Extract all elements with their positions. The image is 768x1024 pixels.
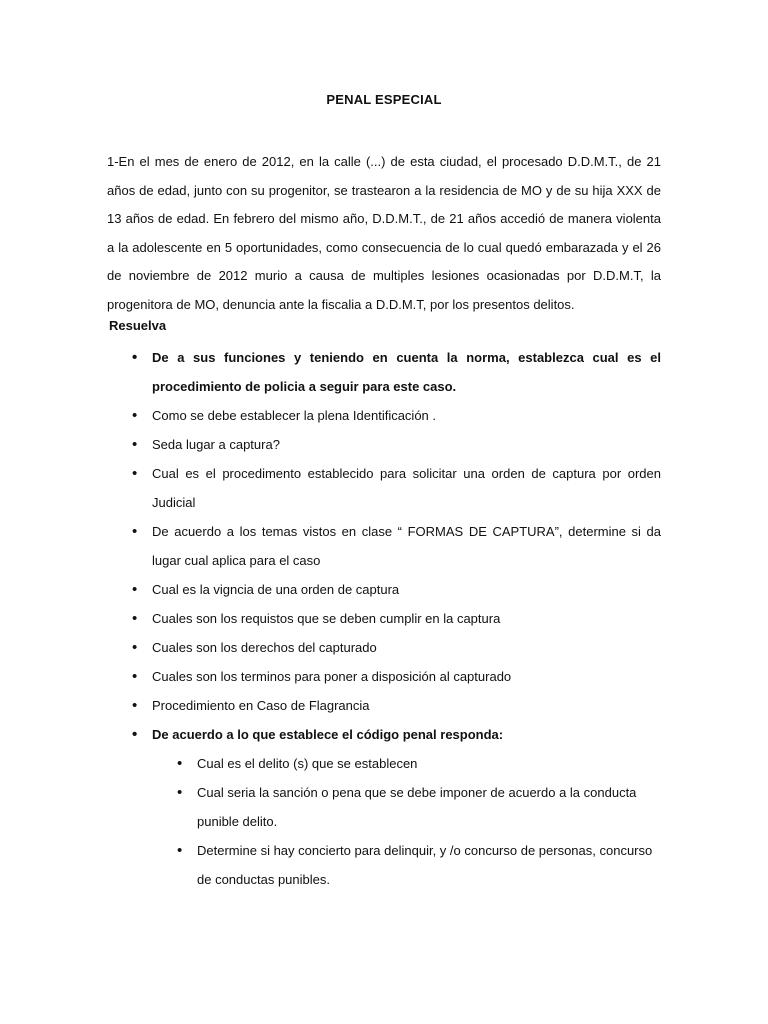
list-item-text: Cuales son los terminos para poner a disposición al capturado <box>152 669 512 684</box>
list-item <box>152 720 661 894</box>
list-item-text: Cual es el procedimento establecido para solicitar una orden de captura por orden Judicial <box>152 466 661 510</box>
list-item <box>152 343 661 401</box>
list-item-text: Seda lugar a captura? <box>152 437 280 452</box>
question-list <box>152 343 661 894</box>
list-item <box>152 575 661 604</box>
sub-list-item <box>197 749 661 778</box>
document-title: PENAL ESPECIAL <box>326 92 442 107</box>
list-item-text: Cuales son los derechos del capturado <box>152 640 377 655</box>
sub-list-item <box>197 778 661 836</box>
list-item <box>152 633 661 662</box>
list-item <box>152 459 661 517</box>
sub-list-item-text: Cual es el delito (s) que se establecen <box>197 756 418 771</box>
list-item <box>152 604 661 633</box>
resuelva-heading: Resuelva <box>109 318 167 333</box>
list-item <box>152 430 661 459</box>
list-item-text: Cuales son los requistos que se deben cumplir en la captura <box>152 611 501 626</box>
list-item-text: Como se debe establecer la plena Identificación . <box>152 408 437 423</box>
list-item <box>152 517 661 575</box>
sub-question-list <box>197 749 661 894</box>
sub-list-item <box>197 836 661 894</box>
list-item-text: De a sus funciones y teniendo en cuenta la norma, establezca cual es el procedimiento de policia a seguir para este caso. <box>152 350 661 394</box>
list-item <box>152 691 661 720</box>
case-paragraph: 1-En el mes de enero de 2012, en la calle (...) de esta ciudad, el procesado D.D.M.T., de 21 años de edad, junto con su progenitor, se trastearon a la residencia de MO y de su hija XXX de 13 años de edad. En febrero del mismo año, D.D.M.T., de 21 años accedió de manera violenta a la adolescente en 5 oportunidades, como consecuencia de lo cual quedó embarazada y el 26 de noviembre de 2012 murio a causa de multiples lesiones ocasionadas por D.D.M.T, la progenitora de MO, denuncia ante la fiscalia a D.D.M.T, por los presentos delitos. <box>107 154 661 312</box>
sub-list-item-text: Determine si hay concierto para delinquir, y /o concurso de personas, concurso de conductas punibles. <box>197 843 653 887</box>
list-item-text: De acuerdo a los temas vistos en clase “ FORMAS DE CAPTURA”, determine si da lugar cual aplica para el caso <box>152 524 661 568</box>
list-item-text: Cual es la vigncia de una orden de captura <box>152 582 400 597</box>
list-item-text: De acuerdo a lo que establece el código penal responda: <box>152 727 504 742</box>
list-item-text: Procedimiento en Caso de Flagrancia <box>152 698 370 713</box>
sub-list-item-text: Cual seria la sanción o pena que se debe imponer de acuerdo a la conducta punible delito. <box>197 785 637 829</box>
list-item <box>152 401 661 430</box>
list-item <box>152 662 661 691</box>
